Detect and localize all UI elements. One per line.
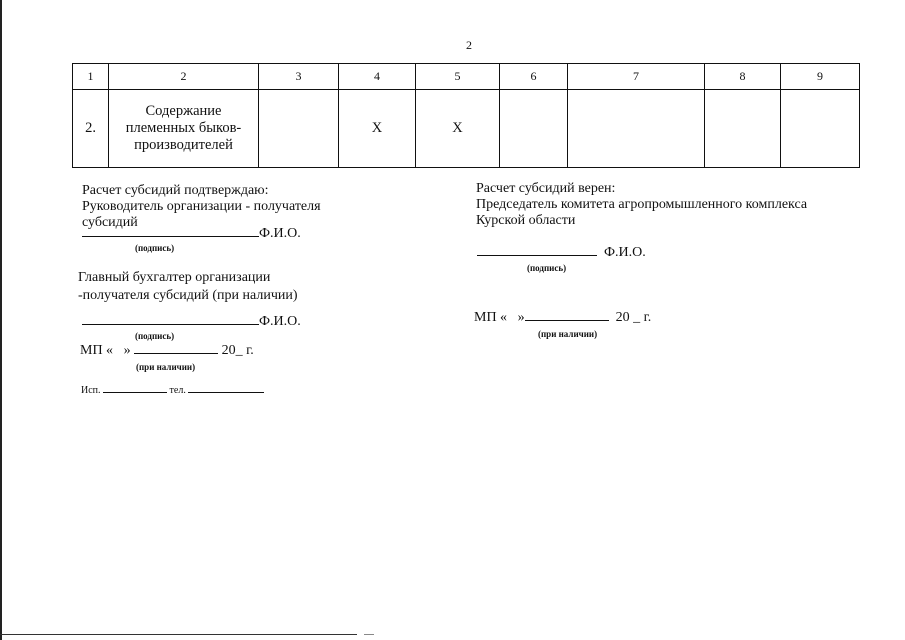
row-cell-3 (259, 90, 339, 168)
left-accountant-line: -получателя субсидий (при наличии) (78, 288, 298, 303)
isp-label: Исп. (81, 385, 101, 396)
isp-line (103, 392, 167, 393)
left-confirm-line: Расчет субсидий подтверждаю: (82, 183, 269, 198)
table-row (73, 90, 860, 168)
left-mp-year: 20_ г. (221, 343, 254, 358)
left-fio-label: Ф.И.О. (259, 226, 301, 241)
row-name-cell (109, 90, 259, 168)
left-accountant-line: Главный бухгалтер организации (78, 270, 271, 285)
header-cell-6: 6 (500, 64, 568, 90)
left-confirm-line: субсидий (82, 215, 138, 230)
table-header-row (73, 64, 860, 90)
header-cell-4: 4 (339, 64, 416, 90)
left-mp-row (80, 343, 254, 359)
right-signature-caption: (подпись) (527, 263, 567, 273)
right-verify-block (476, 181, 807, 229)
row-cell-5: X (416, 90, 500, 168)
row-cell-6 (500, 90, 568, 168)
row-name-line: Содержание (145, 103, 222, 119)
right-signature-row (477, 245, 646, 261)
right-fio-label: Ф.И.О. (604, 245, 646, 260)
left-accountant-block (78, 269, 298, 305)
header-cell-1: 1 (73, 64, 109, 90)
right-verify-line: Расчет субсидий верен: (476, 181, 616, 196)
page-left-edge (0, 0, 2, 640)
page-number: 2 (466, 38, 472, 52)
left-signature-line-2 (82, 324, 259, 325)
header-cell-3: 3 (259, 64, 339, 90)
footer-rule (0, 634, 357, 635)
right-mp-caption: (при наличии) (538, 329, 598, 339)
right-mp-close: » (517, 310, 525, 325)
left-confirm-block (82, 183, 321, 231)
left-signature-row (82, 226, 301, 242)
row-name-line: племенных быков- (125, 120, 242, 136)
left-signature-caption: (подпись) (135, 243, 175, 253)
row-cell-8 (705, 90, 781, 168)
row-cell-7 (568, 90, 705, 168)
footer-rule-dash (364, 634, 374, 635)
right-verify-line: Председатель комитета агропромышленного комплекса (476, 197, 808, 212)
header-cell-7: 7 (568, 64, 705, 90)
left-mp-date-line (134, 353, 218, 354)
subsidy-table (72, 63, 860, 168)
row-cell-4: X (339, 90, 416, 168)
row-number-cell: 2. (73, 90, 109, 168)
header-cell-2: 2 (109, 64, 259, 90)
row-name-line: производителей (134, 137, 233, 153)
right-mp-date-line (525, 320, 609, 321)
left-signature-line (82, 236, 259, 237)
right-verify-line: Курской области (476, 213, 576, 228)
left-mp-prefix: МП « (80, 343, 114, 358)
header-cell-9: 9 (781, 64, 860, 90)
left-fio-label-2: Ф.И.О. (259, 314, 301, 329)
tel-line (188, 392, 264, 393)
left-signature-caption-2: (подпись) (135, 331, 175, 341)
row-cell-9 (781, 90, 860, 168)
left-confirm-line: Руководитель организации - получателя (82, 199, 321, 214)
right-mp-prefix: МП « (474, 310, 508, 325)
left-mp-caption: (при наличии) (136, 362, 196, 372)
left-signature-row-2 (82, 314, 301, 330)
left-contact-row (81, 385, 264, 396)
header-cell-8: 8 (705, 64, 781, 90)
header-cell-5: 5 (416, 64, 500, 90)
right-signature-line (477, 255, 597, 256)
tel-label: тел. (169, 385, 186, 396)
right-mp-row (474, 310, 651, 326)
right-mp-year: 20 _ г. (615, 310, 652, 325)
left-mp-close: » (123, 343, 131, 358)
